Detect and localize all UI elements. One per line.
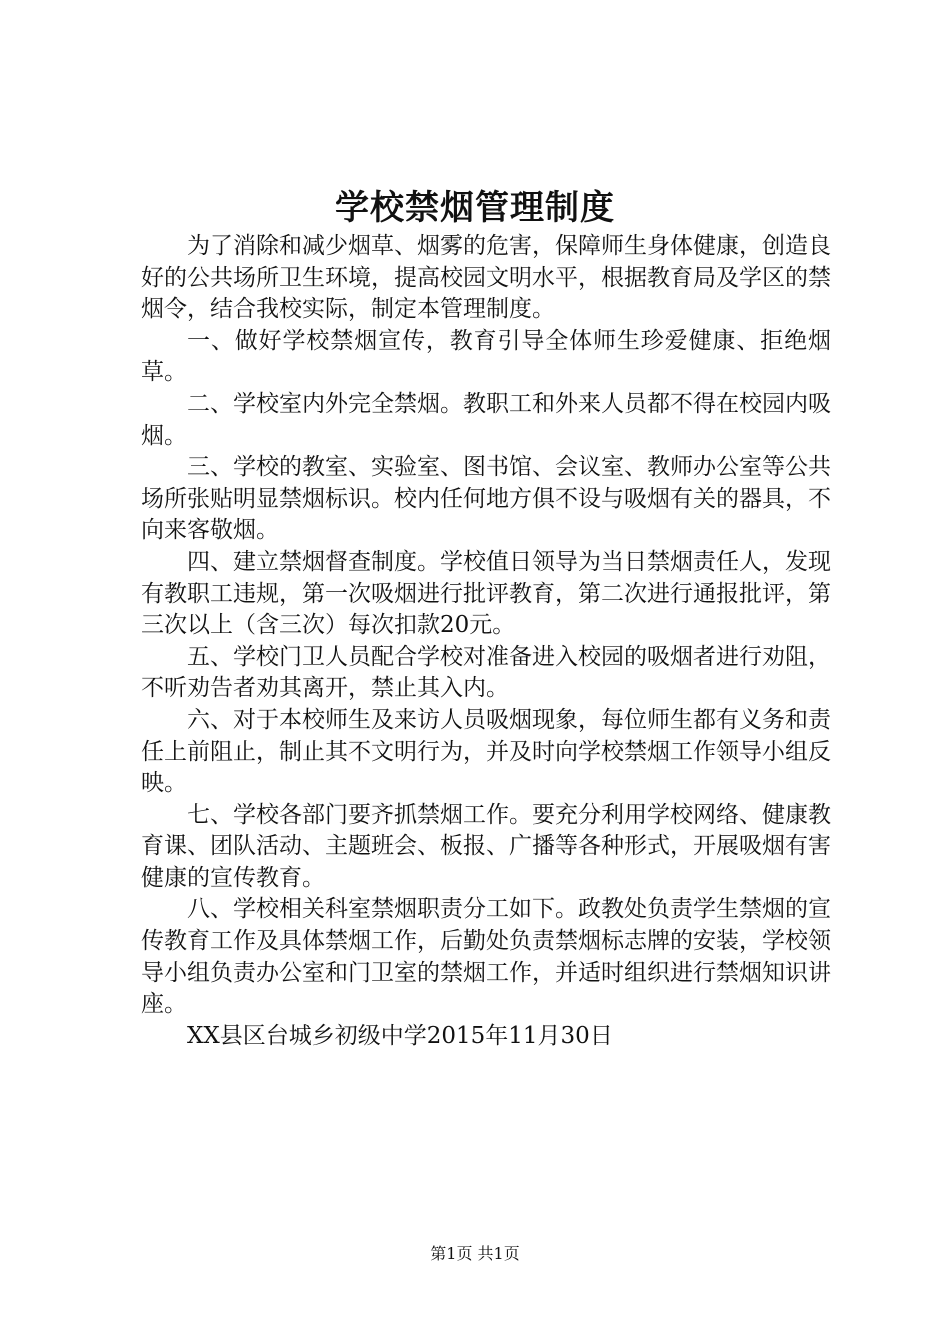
paragraph-item-7: 七、学校各部门要齐抓禁烟工作。要充分利用学校网络、健康教育课、团队活动、主题班会、板报、广播等各种形式，开展吸烟有害健康的宣传教育。 [141, 801, 831, 891]
signature-line: XX县区台城乡初级中学2015年11月30日 [187, 1022, 613, 1049]
paragraph-intro: 为了消除和减少烟草、烟雾的危害，保障师生身体健康，创造良好的公共场所卫生环境，提高校园文明水平，根据教育局及学区的禁烟令，结合我校实际，制定本管理制度。 [141, 233, 831, 323]
document-title: 学校禁烟管理制度 [335, 188, 615, 228]
document-body [141, 231, 831, 1052]
paragraph-item-3: 三、学校的教室、实验室、图书馆、会议室、教师办公室等公共场所张贴明显禁烟标识。校内任何地方俱不设与吸烟有关的器具，不向来客敬烟。 [141, 454, 831, 544]
paragraph-item-5: 五、学校门卫人员配合学校对准备进入校园的吸烟者进行劝阻，不听劝告者劝其离开，禁止其入内。 [141, 643, 831, 702]
paragraph-item-1: 一、做好学校禁烟宣传，教育引导全体师生珍爱健康、拒绝烟草。 [141, 327, 831, 386]
paragraph-item-2: 二、学校室内外完全禁烟。教职工和外来人员都不得在校园内吸烟。 [141, 390, 831, 449]
paragraph-item-8: 八、学校相关科室禁烟职责分工如下。政教处负责学生禁烟的宣传教育工作及具体禁烟工作，后勤处负责禁烟标志牌的安装，学校领导小组负责办公室和门卫室的禁烟工作，并适时组织进行禁烟知识讲座。 [141, 896, 831, 1018]
paragraph-item-6: 六、对于本校师生及来访人员吸烟现象，每位师生都有义务和责任上前阻止，制止其不文明行为，并及时向学校禁烟工作领导小组反映。 [141, 706, 831, 797]
page-footer: 第1页 共1页 [430, 1244, 520, 1263]
paragraph-item-4: 四、建立禁烟督查制度。学校值日领导为当日禁烟责任人，发现有教职工违规，第一次吸烟进行批评教育，第二次进行通报批评，第三次以上（含三次）每次扣款20元。 [141, 548, 831, 639]
